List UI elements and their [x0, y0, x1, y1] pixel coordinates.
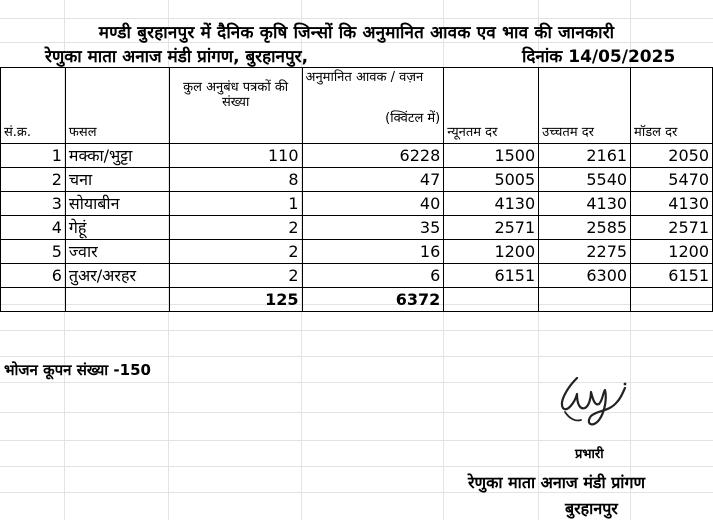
cell-crop: चना: [65, 168, 169, 192]
cell-min-rate: 4130: [444, 192, 539, 216]
cell-empty: [444, 288, 539, 312]
col-crop-header: फसल: [65, 68, 169, 144]
cell-permits: 110: [169, 144, 302, 168]
cell-modal-rate: 4130: [631, 192, 713, 216]
cell-modal-rate: 1200: [631, 240, 713, 264]
col-arrival-unit: (क्विंटल में): [385, 111, 441, 126]
cell-serial: 1: [1, 144, 66, 168]
col-permits-header: [169, 68, 302, 144]
cell-crop: तुअर/अरहर: [65, 264, 169, 288]
cell-serial: 4: [1, 216, 66, 240]
cell-arrival: 35: [302, 216, 444, 240]
cell-modal-rate: 2050: [631, 144, 713, 168]
cell-permits: 2: [169, 240, 302, 264]
gridline: [0, 18, 713, 19]
cell-min-rate: 5005: [444, 168, 539, 192]
cell-serial: 2: [1, 168, 66, 192]
table-row: [1, 192, 713, 216]
total-permits: 125: [169, 288, 302, 312]
cell-min-rate: 1500: [444, 144, 539, 168]
mandi-name: रेणुका माता अनाज मंडी प्रांगण, बुरहानपुर,: [45, 47, 309, 67]
cell-max-rate: 2161: [539, 144, 631, 168]
report-date: दिनांक 14/05/2025: [522, 47, 676, 67]
cell-empty: [539, 288, 631, 312]
col-serial-header: सं.क्र.: [1, 68, 66, 144]
table-row: [1, 216, 713, 240]
cell-serial: 3: [1, 192, 66, 216]
cell-max-rate: 4130: [539, 192, 631, 216]
cell-max-rate: 5540: [539, 168, 631, 192]
cell-modal-rate: 5470: [631, 168, 713, 192]
table-row: [1, 264, 713, 288]
office-name: रेणुका माता अनाज मंडी प्रांगण: [468, 473, 646, 492]
col-modal-rate-header: मॉडल दर: [631, 68, 713, 144]
cell-crop: ज्वार: [65, 240, 169, 264]
cell-crop: सोयाबीन: [65, 192, 169, 216]
cell-empty: [1, 288, 66, 312]
food-coupon-count: भोजन कूपन संख्या -150: [4, 361, 151, 379]
office-city: बुरहानपुर: [565, 499, 618, 518]
cell-arrival: 47: [302, 168, 444, 192]
cell-max-rate: 2275: [539, 240, 631, 264]
cell-arrival: 40: [302, 192, 444, 216]
cell-modal-rate: 6151: [631, 264, 713, 288]
cell-crop: मक्का/भुट्टा: [65, 144, 169, 168]
cell-permits: 2: [169, 216, 302, 240]
cell-max-rate: 2585: [539, 216, 631, 240]
cell-serial: 5: [1, 240, 66, 264]
cell-min-rate: 6151: [444, 264, 539, 288]
table-row: [1, 168, 713, 192]
cell-arrival: 16: [302, 240, 444, 264]
cell-min-rate: 1200: [444, 240, 539, 264]
col-permits-header-text: कुल अनुबंध पत्रकों की संख्या: [183, 80, 289, 110]
cell-serial: 6: [1, 264, 66, 288]
col-arrival-header: [302, 68, 444, 144]
table-row: [1, 240, 713, 264]
signature-icon: [555, 372, 631, 442]
gridline: [0, 330, 713, 331]
incharge-label: प्रभारी: [575, 447, 604, 462]
col-min-rate-header: न्यूनतम दर: [444, 68, 539, 144]
table-row: [1, 144, 713, 168]
gridline: [0, 356, 713, 357]
rates-table: [0, 67, 713, 312]
col-max-rate-header: उच्चतम दर: [539, 68, 631, 144]
cell-arrival: 6228: [302, 144, 444, 168]
cell-arrival: 6: [302, 264, 444, 288]
col-arrival-header-text: अनुमानित आवक / वज़न: [305, 70, 424, 85]
cell-empty: [631, 288, 713, 312]
cell-max-rate: 6300: [539, 264, 631, 288]
cell-modal-rate: 2571: [631, 216, 713, 240]
total-arrival: 6372: [302, 288, 444, 312]
report-title: मण्डी बुरहानपुर में दैनिक कृषि जिन्सों कि अनुमानित आवक एव भाव की जानकारी: [98, 23, 615, 43]
cell-permits: 1: [169, 192, 302, 216]
table-header-row: [1, 68, 713, 144]
cell-permits: 8: [169, 168, 302, 192]
totals-row: [1, 288, 713, 312]
cell-min-rate: 2571: [444, 216, 539, 240]
cell-permits: 2: [169, 264, 302, 288]
cell-empty: [65, 288, 169, 312]
cell-crop: गेहूं: [65, 216, 169, 240]
gridline: [0, 466, 713, 467]
